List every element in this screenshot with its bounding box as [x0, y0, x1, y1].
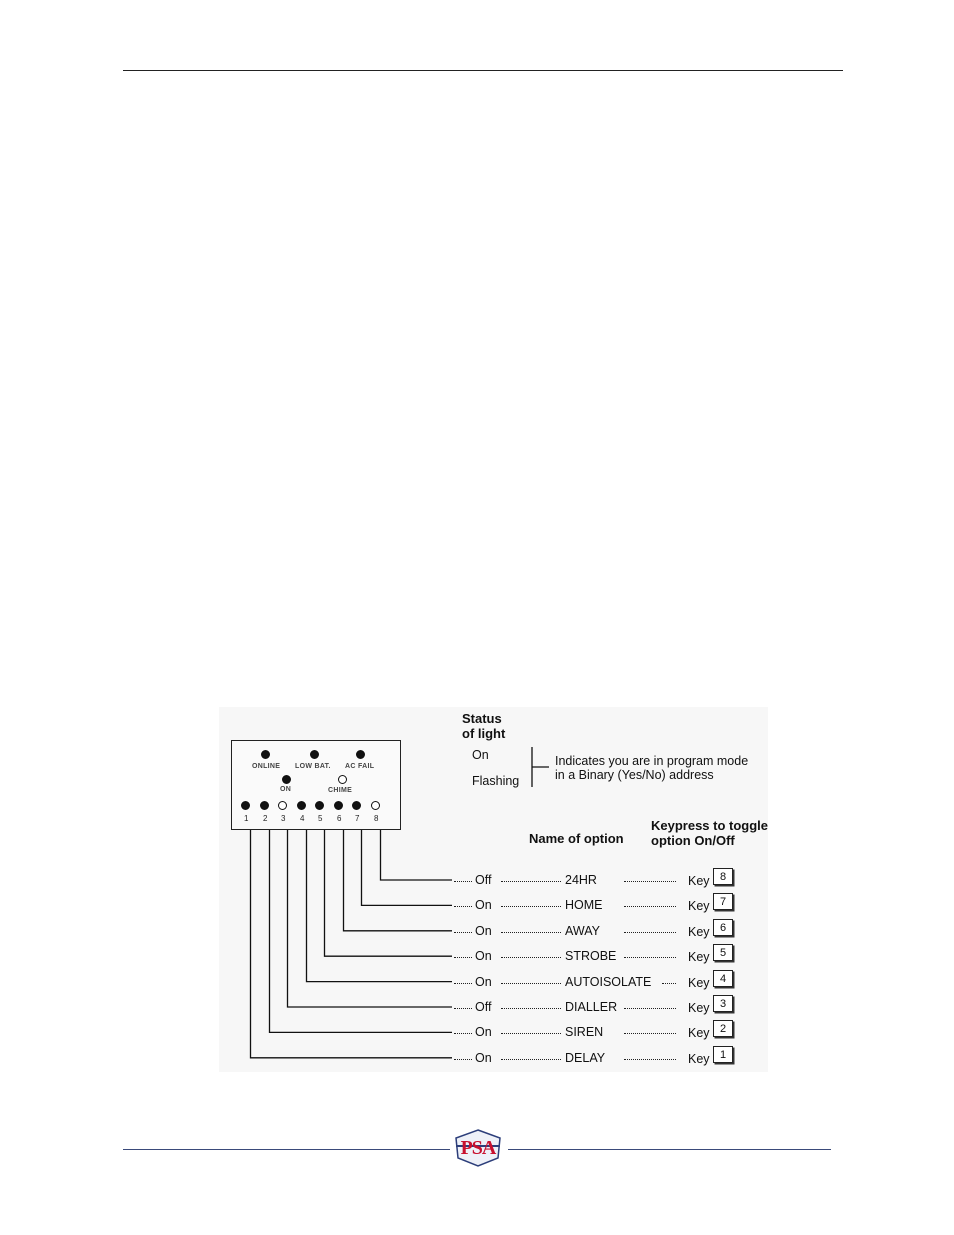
key-label: Key — [688, 924, 710, 939]
zone-number-3: 3 — [281, 814, 286, 823]
keypress-header-line1: Keypress to toggle — [651, 818, 769, 833]
leader-dots — [454, 932, 472, 933]
key-label: Key — [688, 1051, 710, 1066]
leader-dots — [454, 1033, 472, 1034]
zone-led-7 — [352, 801, 361, 810]
option-name: DIALLER — [565, 1000, 618, 1014]
zone-number-5: 5 — [318, 814, 323, 823]
option-name: STROBE — [565, 949, 617, 964]
footer-rule-left — [123, 1149, 450, 1150]
keypress-header-line2: option On/Off — [651, 833, 735, 848]
option-status: Off — [475, 873, 492, 887]
key-2-box: 2 — [713, 1020, 733, 1037]
option-name: DELAY — [565, 1050, 606, 1065]
leader-dots — [501, 1008, 561, 1009]
zone-led-6 — [334, 801, 343, 810]
led-options-diagram — [219, 707, 768, 1072]
option-name: AWAY — [565, 923, 600, 938]
led-low-bat — [310, 750, 319, 759]
key-1-box: 1 — [713, 1046, 733, 1063]
status-on: On — [472, 748, 489, 762]
status-flashing: Flashing — [472, 774, 520, 788]
leader-dots — [501, 983, 561, 984]
leader-dots — [501, 1033, 561, 1034]
leader-dots — [454, 881, 472, 882]
status-heading-line2: of light — [462, 726, 506, 741]
leader-dots — [624, 1008, 676, 1009]
wire-zone-1 — [251, 812, 453, 1058]
leader-dots — [501, 1059, 561, 1060]
zone-number-7: 7 — [355, 814, 360, 823]
header-rule — [123, 70, 843, 71]
key-label: Key — [688, 1001, 710, 1015]
option-status: On — [475, 898, 492, 913]
key-7-box: 7 — [713, 893, 733, 910]
wire-zone-2 — [270, 812, 453, 1032]
status-heading-line1: Status — [462, 711, 502, 726]
zone-led-4 — [297, 801, 306, 810]
leader-dots — [501, 932, 561, 933]
keypad-panel — [231, 740, 401, 830]
key-label: Key — [688, 1026, 710, 1041]
option-status: On — [475, 974, 492, 989]
option-name: SIREN — [565, 1025, 604, 1040]
wire-zone-3 — [288, 812, 453, 1007]
psa-logo — [452, 1128, 504, 1168]
key-label: Key — [688, 874, 710, 888]
led-label-chime: CHIME — [328, 787, 353, 794]
leader-dots — [624, 1033, 676, 1034]
zone-number-8: 8 — [374, 814, 379, 823]
indication-line1: Indicates you are in program mode — [555, 754, 749, 768]
leader-dots — [501, 906, 561, 907]
leader-dots — [624, 932, 676, 933]
option-status: On — [475, 923, 492, 938]
psa-logo-text: PSA — [460, 1137, 496, 1159]
zone-number-4: 4 — [300, 814, 305, 823]
led-chime — [338, 775, 347, 784]
key-8-box: 8 — [713, 868, 733, 885]
option-name: 24HR — [565, 873, 597, 887]
key-6-box: 6 — [713, 919, 733, 936]
key-label: Key — [688, 950, 710, 965]
zone-led-8 — [371, 801, 380, 810]
leader-dots — [454, 1059, 472, 1060]
leader-dots — [624, 906, 676, 907]
option-status: Off — [475, 1000, 492, 1014]
leader-dots — [454, 983, 472, 984]
leader-dots — [624, 1059, 676, 1060]
zone-led-1 — [241, 801, 250, 810]
leader-dots — [454, 1008, 472, 1009]
option-status: On — [475, 1050, 492, 1065]
key-label: Key — [688, 899, 710, 914]
leader-dots — [624, 881, 676, 882]
leader-dots — [454, 957, 472, 958]
zone-number-6: 6 — [337, 814, 342, 823]
leader-dots — [501, 957, 561, 958]
option-status: On — [475, 1025, 492, 1040]
led-label-low-bat: LOW BAT. — [295, 763, 331, 770]
led-label-ac-fail: AC FAIL — [345, 763, 375, 770]
key-label: Key — [688, 975, 710, 990]
option-status: On — [475, 949, 492, 964]
footer-rule-right — [508, 1149, 831, 1150]
status-bracket — [532, 747, 549, 787]
leader-dots — [454, 906, 472, 907]
leader-dots — [624, 957, 676, 958]
indication-line2: in a Binary (Yes/No) address — [555, 768, 714, 782]
zone-led-2 — [260, 801, 269, 810]
key-3-box: 3 — [713, 995, 733, 1012]
leader-dots — [662, 983, 676, 984]
leader-dots — [501, 881, 561, 882]
zone-led-5 — [315, 801, 324, 810]
led-label-on: ON — [280, 786, 292, 793]
led-online — [261, 750, 270, 759]
key-4-box: 4 — [713, 970, 733, 987]
option-name: HOME — [565, 898, 603, 913]
name-of-option-header: Name of option — [529, 831, 624, 846]
led-ac-fail — [356, 750, 365, 759]
zone-number-2: 2 — [263, 814, 268, 823]
zone-number-1: 1 — [244, 814, 249, 823]
option-name: AUTOISOLATE — [565, 974, 652, 989]
key-5-box: 5 — [713, 944, 733, 961]
zone-led-3 — [278, 801, 287, 810]
led-label-online: ONLINE — [252, 763, 281, 770]
led-on — [282, 775, 291, 784]
